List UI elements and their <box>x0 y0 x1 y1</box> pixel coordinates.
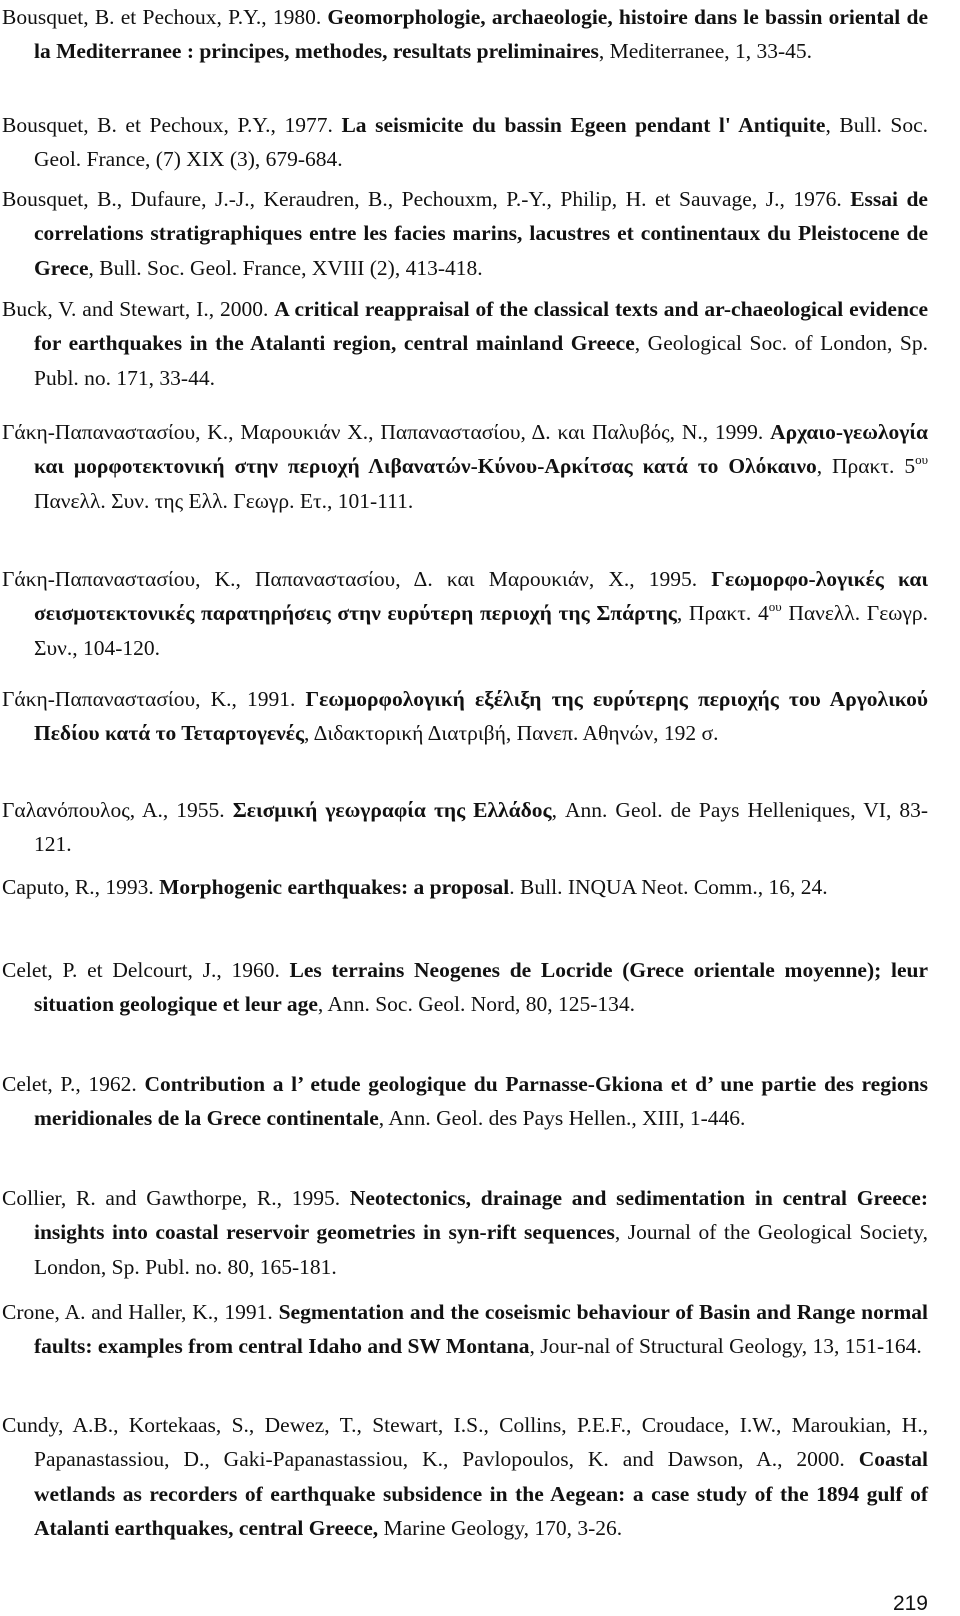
reference-authors: Celet, P. et Delcourt, J., 1960. <box>2 958 290 982</box>
reference-title: Segmentation and the coseismic behaviour of Basin and Range normal faults: examples from central Idaho and SW Montana <box>34 1300 928 1359</box>
reference-title: Essai de correlations stratigraphiques entre les facies marins, lacustres et continentaux du Pleistocene de Grece <box>34 187 928 280</box>
reference-title: Morphogenic earthquakes: a proposal <box>159 875 510 899</box>
reference-title: Αρχαιο-γεωλογία και μορφοτεκτονική στην περιοχή Λιβανατών-Κύνου-Αρκίτσας κατά το Ολόκαινο <box>34 420 928 479</box>
reference-entry <box>0 953 928 1022</box>
reference-source: , Ann. Soc. Geol. Nord, 80, 125-134. <box>317 992 635 1017</box>
reference-authors: Collier, R. and Gawthorpe, R., 1995. <box>2 1186 350 1210</box>
reference-title: Neotectonics, drainage and sedimentation in central Greece: insights into coastal reservoir geometries in syn-rift sequences <box>34 1186 928 1245</box>
reference-title: Γεωμορφολογική εξέλιξη της ευρύτερης περιοχής του Αργολικού Πεδίου κατά το Τεταρτογενές <box>34 687 928 746</box>
reference-source: , Jour-nal of Structural Geology, 13, 151-164. <box>529 1334 922 1359</box>
reference-entry <box>0 292 928 395</box>
reference-source-cont: Πανελλ. Συν. της Ελλ. Γεωγρ. Ετ., 101-111. <box>34 488 414 513</box>
reference-source: , Διδακτορική Διατριβή, Πανεπ. Αθηνών, 192 σ. <box>304 721 719 746</box>
reference-authors: Bousquet, B., Dufaure, J.-J., Keraudren, B., Pechouxm, P.-Y., Philip, H. et Sauvage, J., 1976. <box>2 187 851 211</box>
reference-authors: Caputo, R., 1993. <box>2 875 160 899</box>
reference-entry <box>0 415 928 518</box>
reference-entry <box>0 870 928 904</box>
reference-authors: Γάκη-Παπαναστασίου, Κ., 1991. <box>2 687 306 711</box>
reference-entry <box>0 1295 928 1364</box>
reference-entry <box>0 1181 928 1284</box>
reference-title: Γεωμορφο-λογικές και σεισμοτεκτονικές παρατηρήσεις στην ευρύτερη περιοχή της Σπάρτης <box>34 567 929 626</box>
reference-source-cont: Πανελλ. Γεωγρ. Συν., 104-120. <box>34 601 928 660</box>
reference-source: Marine Geology, 170, 3-26. <box>378 1515 623 1540</box>
reference-source: , Ann. Geol. des Pays Hellen., XIII, 1-446. <box>378 1106 746 1131</box>
page-number: 219 <box>892 1592 928 1615</box>
reference-authors: Cundy, A.B., Kortekaas, S., Dewez, T., Stewart, I.S., Collins, P.E.F., Croudace, I.W., Maroukian, H., Papanastassiou, D., Gaki-Papanastassiou, K., Pavlopoulos, K. and Dawson, A., 2000. <box>2 1413 928 1472</box>
reference-title: Contribution a l’ etude geologique du Parnasse-Gkiona et d’ une partie des regions meridionales de la Grece continentale <box>34 1072 928 1131</box>
reference-source: , Journal of the Geological Society, London, Sp. Publ. no. 80, 165-181. <box>34 1220 928 1279</box>
reference-authors: Celet, P., 1962. <box>2 1072 145 1096</box>
superscript-ordinal: ου <box>915 452 929 468</box>
reference-source: , Bull. Soc. Geol. France, XVIII (2), 413-418. <box>88 255 483 280</box>
reference-title: Σεισμική γεωγραφία της Ελλάδος <box>232 798 552 822</box>
reference-entry <box>0 682 928 751</box>
reference-source: , Πρακτ. 5 <box>816 454 916 479</box>
reference-entry <box>0 793 928 862</box>
reference-entry <box>0 562 928 665</box>
reference-entry <box>0 1067 928 1136</box>
reference-authors: Buck, V. and Stewart, I., 2000. <box>2 297 275 321</box>
reference-entry <box>0 0 928 69</box>
reference-title: La seismicite du bassin Egeen pendant l' Antiquite <box>341 113 826 137</box>
reference-authors: Γαλανόπουλος, Α., 1955. <box>2 798 233 822</box>
reference-entry <box>0 182 928 285</box>
reference-source: , Bull. Soc. Geol. France, (7) XIX (3), 679-684. <box>34 113 928 172</box>
reference-source: , Geological Soc. of London, Sp. Publ. no. 171, 33-44. <box>34 331 929 390</box>
reference-source: . Bull. INQUA Neot. Comm., 16, 24. <box>509 875 828 899</box>
reference-title: Les terrains Neogenes de Locride (Grece orientale moyenne); leur situation geologique et leur age <box>34 958 928 1017</box>
reference-entry <box>0 1408 928 1545</box>
reference-authors: Bousquet, B. et Pechoux, P.Y., 1977. <box>2 113 342 137</box>
reference-title: A critical reappraisal of the classical texts and ar-chaeological evidence for earthquakes in the Atalanti region, central mainland Greece <box>34 297 928 356</box>
reference-title: Geomorphologie, archaeologie, histoire dans le bassin oriental de la Mediterranee : principes, methodes, resultats preliminaires <box>34 5 928 64</box>
reference-title: Coastal wetlands as recorders of earthquake subsidence in the Aegean: a case study of the 1894 gulf of Atalanti earthquakes, central Greece, <box>34 1447 928 1540</box>
reference-authors: Γάκη-Παπαναστασίου, Κ., Μαρουκιάν Χ., Παπαναστασίου, Δ. και Παλυβός, Ν., 1999. <box>2 420 771 444</box>
reference-authors: Γάκη-Παπαναστασίου, Κ., Παπαναστασίου, Δ. και Μαρουκιάν, Χ., 1995. <box>2 567 712 591</box>
reference-authors: Crone, A. and Haller, K., 1991. <box>2 1300 279 1324</box>
superscript-ordinal: ου <box>768 599 782 615</box>
reference-source: , Ann. Geol. de Pays Helleniques, VI, 83-121. <box>34 798 928 857</box>
reference-source: , Πρακτ. 4 <box>676 601 769 626</box>
reference-source: , Mediterranee, 1, 33-45. <box>598 39 813 64</box>
reference-authors: Bousquet, B. et Pechoux, P.Y., 1980. <box>2 5 328 29</box>
reference-entry <box>0 108 928 177</box>
